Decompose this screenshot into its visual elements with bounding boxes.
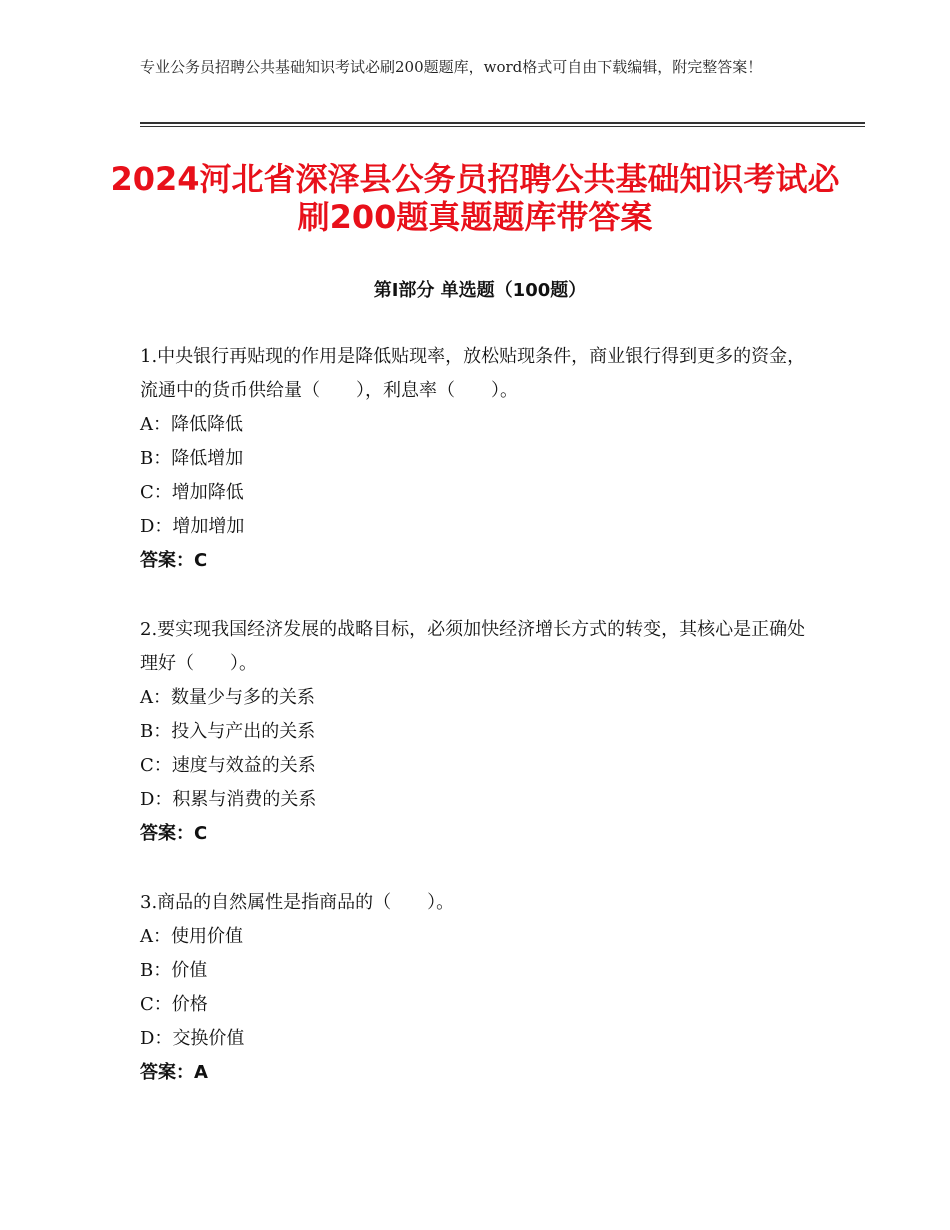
question-stem: 2.要实现我国经济发展的战略目标，必须加快经济增长方式的转变，其核心是正确处理好（ ）。	[140, 619, 806, 674]
question-3	[140, 886, 820, 1090]
section-heading: 第I部分 单选题（100题）	[373, 280, 587, 301]
option-d: D：增加增加	[140, 516, 245, 537]
option-b: B：降低增加	[140, 448, 244, 469]
option-d: D：积累与消费的关系	[140, 789, 317, 810]
answer: 答案：C	[140, 550, 208, 571]
question-2	[140, 613, 820, 851]
option-c: C：价格	[140, 994, 208, 1015]
answer: 答案：A	[140, 1062, 208, 1083]
answer: 答案：C	[140, 823, 208, 844]
option-b: B：投入与产出的关系	[140, 721, 316, 742]
option-c: C：速度与效益的关系	[140, 755, 316, 776]
question-stem: 1.中央银行再贴现的作用是降低贴现率，放松贴现条件，商业银行得到更多的资金，流通中的货币供给量（ ），利息率（ ）。	[140, 346, 806, 401]
option-a: A：数量少与多的关系	[140, 687, 315, 708]
option-d: D：交换价值	[140, 1028, 245, 1049]
option-b: B：价值	[140, 960, 208, 981]
question-1	[140, 340, 820, 578]
option-a: A：使用价值	[140, 926, 243, 947]
question-stem: 3.商品的自然属性是指商品的（ ）。	[140, 892, 455, 913]
header-note: 专业公务员招聘公共基础知识考试必刷200题题库，word格式可自由下载编辑，附完整答案！	[140, 58, 763, 76]
option-c: C：增加降低	[140, 482, 244, 503]
header-divider	[140, 122, 865, 127]
document-title: 2024河北省深泽县公务员招聘公共基础知识考试必刷200题真题题库带答案	[110, 160, 840, 236]
option-a: A：降低降低	[140, 414, 243, 435]
